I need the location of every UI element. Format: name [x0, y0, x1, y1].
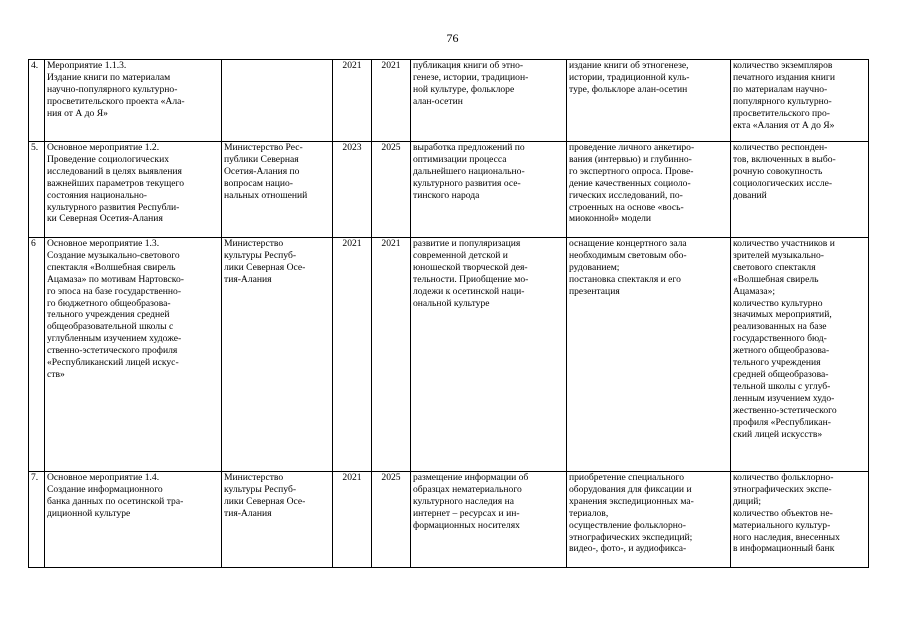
year-start-cell: 2021 — [333, 60, 372, 142]
table-row — [29, 472, 869, 568]
table-row — [29, 142, 869, 238]
measures-cell: публикация книги об этно- генезе, истории, традицион- ной культуре, фольклоре алан-осетин — [411, 60, 567, 142]
row-number-cell: 6 — [29, 238, 45, 472]
executor-cell: Министерство культуры Респуб- лики Северная Осе- тия-Алания — [222, 472, 333, 568]
year-start-cell: 2023 — [333, 142, 372, 238]
measures-cell: выработка предложений по оптимизации процесса дальнейшего национально- культурного развития осе- тинского народа — [411, 142, 567, 238]
executor-cell — [222, 60, 333, 142]
year-start-cell: 2021 — [333, 472, 372, 568]
event-cell: Основное мероприятие 1.3. Создание музыкально-светового спектакля «Волшебная свирель Ацамаза» по мотивам Нартовско- го эпоса на базе государственно- го бюджетного общеобразова- тельного учреждения средней общеобразовательной школы с углубленным изучением художе- ственно-эстетического профиля «Республиканский лицей искус- ств» — [45, 238, 222, 472]
indicator-cell: количество экземпляров печатного издания книги по материалам научно- популярного культурно- просветительского про- екта «Алания от А до Я» — [731, 60, 869, 142]
executor-cell: Министерство Рес- публики Северная Осетия-Алания по вопросам нацио- нальных отношений — [222, 142, 333, 238]
table-row — [29, 238, 869, 472]
page-number: 76 — [446, 31, 459, 45]
event-cell: Основное мероприятие 1.2. Проведение социологических исследований в целях выявления важнейших параметров текущего состояния национально- культурного развития Республи- ки Северная Осетия-Алания — [45, 142, 222, 238]
year-end-cell: 2025 — [372, 472, 411, 568]
result-cell: издание книги об этногенезе, истории, традиционной куль- туре, фольклоре алан-осетин — [567, 60, 731, 142]
executor-cell: Министерство культуры Респуб- лики Северная Осе- тия-Алания — [222, 238, 333, 472]
year-end-cell: 2025 — [372, 142, 411, 238]
table-row — [29, 60, 869, 142]
program-events-table — [28, 59, 869, 568]
indicator-cell: количество респонден- тов, включенных в выбо- рочную совокупность социологических иссле- дований — [731, 142, 869, 238]
measures-cell: размещение информации об образцах нематериального культурного наследия на интернет – ресурсах и ин- формационных носителях — [411, 472, 567, 568]
indicator-cell: количество фольклорно- этнографических экспе- диций; количество объектов не- материального культур- ного наследия, внесенных в информационный банк — [731, 472, 869, 568]
year-end-cell: 2021 — [372, 60, 411, 142]
indicator-cell: количество участников и зрителей музыкально- светового спектакля «Волшебная свирель Ацамаза»; количество культурно значимых мероприятий, реализованных на базе государственного бюд- жетного общеобразова- тельного учреждения средней общеобразова- тельной школы с углуб- ленным изучением худо- жественно-эстетического профиля «Республикан- ский лицей искусств» — [731, 238, 869, 472]
event-cell: Основное мероприятие 1.4. Создание информационного банка данных по осетинской тра- диционной культуре — [45, 472, 222, 568]
measures-cell: развитие и популяризация современной детской и юношеской творческой дея- тельности. Приобщение мо- лодежи к осетинской наци- ональной культуре — [411, 238, 567, 472]
year-end-cell: 2021 — [372, 238, 411, 472]
result-cell: приобретение специального оборудования для фиксации и хранения экспедиционных ма- териалов, осуществление фольклорно- этнографических экспедиций; видео-, фото-, и аудиофикса- — [567, 472, 731, 568]
row-number-cell: 5. — [29, 142, 45, 238]
row-number-cell: 7. — [29, 472, 45, 568]
result-cell: оснащение концертного зала необходимым световым обо- рудованием; постановка спектакля и его презентация — [567, 238, 731, 472]
row-number-cell: 4. — [29, 60, 45, 142]
event-cell: Мероприятие 1.1.3. Издание книги по материалам научно-популярного культурно- просветительского проекта «Ала- ния от А до Я» — [45, 60, 222, 142]
result-cell: проведение личного анкетиро- вания (интервью) и глубинно- го экспертного опроса. Прове- дение качественных социоло- гических исследований, по- строенных на основе «вось- миоконной» модели — [567, 142, 731, 238]
year-start-cell: 2021 — [333, 238, 372, 472]
